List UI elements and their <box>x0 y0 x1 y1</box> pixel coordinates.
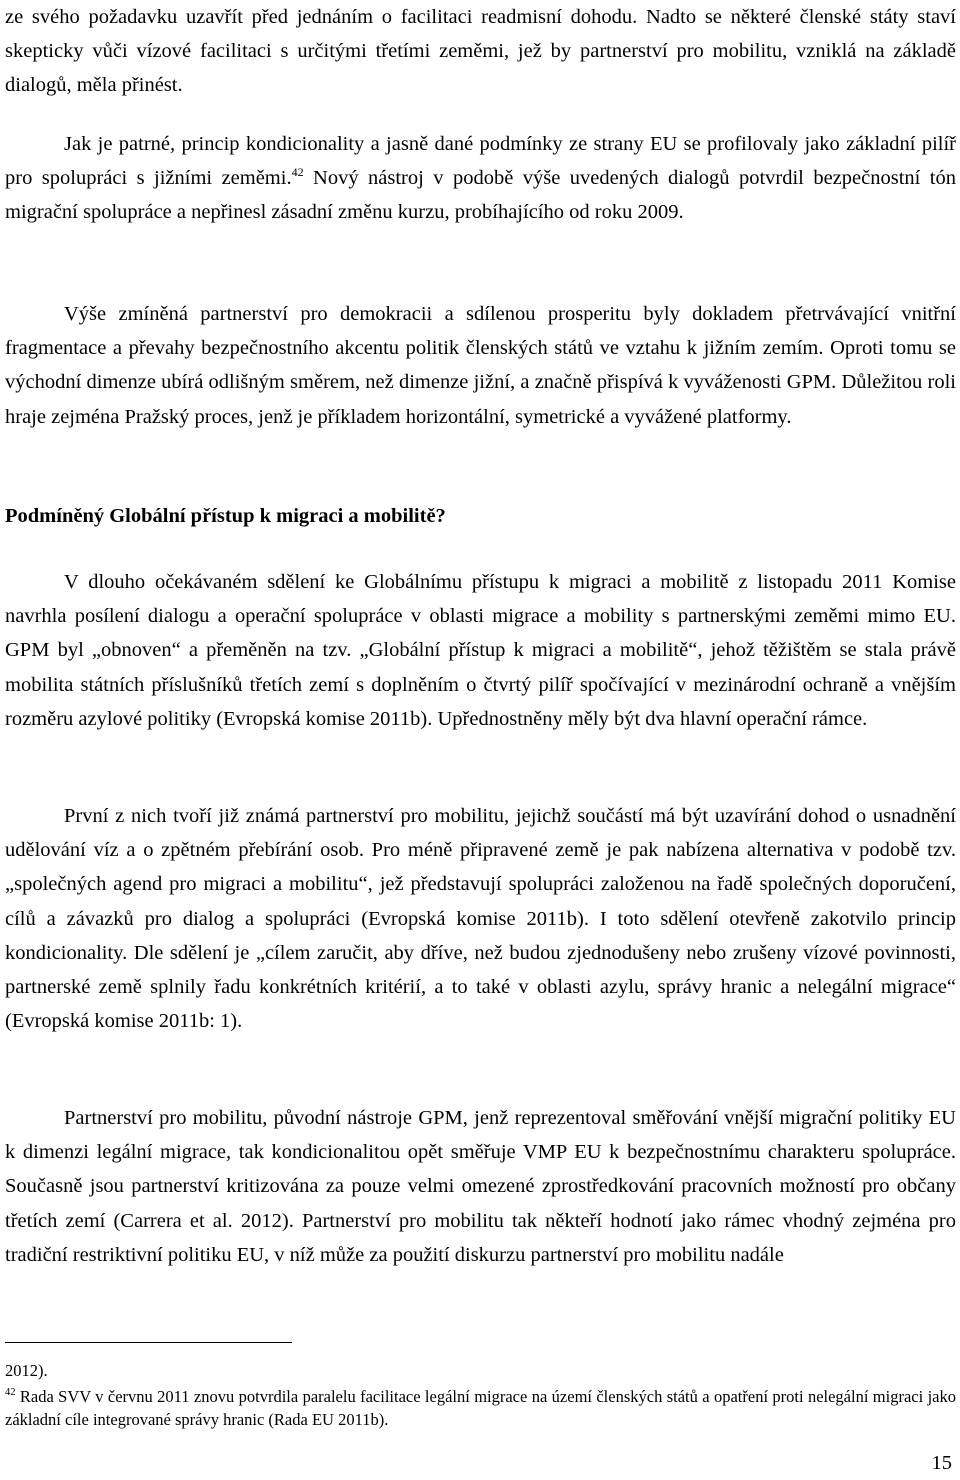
footnote-42 <box>5 1386 956 1431</box>
paragraph-5: Partnerství pro mobilitu, původní nástroje GPM, jenž reprezentoval směřování vnější migrační politiky EU k dimenzi legální migrace, tak kondicionalitou opět směřuje VMP EU k bezpečnostnímu charakteru spolupráce. Současně jsou partnerství kritizována za pouze velmi omezené zprostředkování pracovních možností pro občany třetích zemí (Carrera et al. 2012). Partnerství pro mobilitu tak někteří hodnotí jako rámec vhodný zejména pro tradiční restriktivní politiku EU, v níž může za použití diskurzu partnerství pro mobilitu nadále <box>5 1107 956 1266</box>
paragraph-1-text-a: Jak je patrné, princip kondicionality a jasně dané podmínky ze strany EU se profilovaly jako základní pilíř pro spolupráci s jižními zeměmi. <box>5 133 956 190</box>
paragraph-1-text-b: Nový nástroj v podobě výše uvedených dialogů potvrdil bezpečnostní tón migrační spolupráce a nepřinesl zásadní změnu kurzu, probíhajícího od roku 2009. <box>5 167 956 224</box>
footnote-ref-42[interactable]: 42 <box>291 165 304 180</box>
footnote-42-text: Rada SVV v červnu 2011 znovu potvrdila paralelu facilitace legální migrace na území členských států a opatření proti nelegální migraci jako základní cíle integrované správy hranic (Rada EU 2011b). <box>5 1387 956 1429</box>
paragraph-4: První z nich tvoří již známá partnerství pro mobilitu, jejichž součástí má být uzavírání dohod o usnadnění udělování víz a o zpětném přebírání osob. Pro méně připravené země je pak nabízena alternativa v podobě tzv. „společných agend pro migraci a mobilitu“, jež představují spolupráci založenou na řadě společných doporučení, cílů a závazků pro dialog a spolupráci (Evropská komise 2011b). I toto sdělení otevřeně zakotvilo princip kondicionality. Dle sdělení je „cílem zaručit, aby dříve, než budou zjednodušeny nebo zrušeny vízové povinnosti, partnerské země splnily řadu konkrétních kritérií, a to také v oblasti azylu, správy hranic a nelegální migrace“ (Evropská komise 2011b: 1). <box>5 805 956 1033</box>
footnote-continuation: 2012). <box>5 1361 48 1380</box>
paragraph-0: ze svého požadavku uzavřít před jednáním o facilitaci readmisní dohodu. Nadto se některé členské státy staví skepticky vůči vízové facilitaci s určitými třetími zeměmi, jež by partnerství pro mobilitu, vzniklá na základě dialogů, měla přinést. <box>5 6 956 97</box>
footnote-separator <box>5 1342 292 1343</box>
paragraph-1 <box>5 127 956 230</box>
paragraph-3: V dlouho očekávaném sdělení ke Globálnímu přístupu k migraci a mobilitě z listopadu 2011 Komise navrhla posílení dialogu a operační spolupráce v oblasti migrace a mobility s partnerskými zeměmi mimo EU. GPM byl „obnoven“ a přeměněn na tzv. „Globální přístup k migraci a mobilitě“, jehož těžištěm se stala právě mobilita státních příslušníků třetích zemí s doplněním o čtvrtý pilíř spočívající v mezinárodní ochraně a vnějším rozměru azylové politiky (Evropská komise 2011b). Upřednostněny měly být dva hlavní operační rámce. <box>5 571 956 730</box>
page-number: 15 <box>931 1452 952 1474</box>
paragraph-2: Výše zmíněná partnerství pro demokracii a sdílenou prosperitu byly dokladem přetrvávající vnitřní fragmentace a převahy bezpečnostního akcentu politik členských států ve vztahu k jižním zemím. Oproti tomu se východní dimenze ubírá odlišným směrem, než dimenze jižní, a značně přispívá k vyváženosti GPM. Důležitou roli hraje zejména Pražský proces, jenž je příkladem horizontální, symetrické a vyvážené platformy. <box>5 303 956 428</box>
footnote-42-number: 42 <box>5 1387 16 1398</box>
section-heading: Podmíněný Globální přístup k migraci a mobilitě? <box>5 505 446 527</box>
